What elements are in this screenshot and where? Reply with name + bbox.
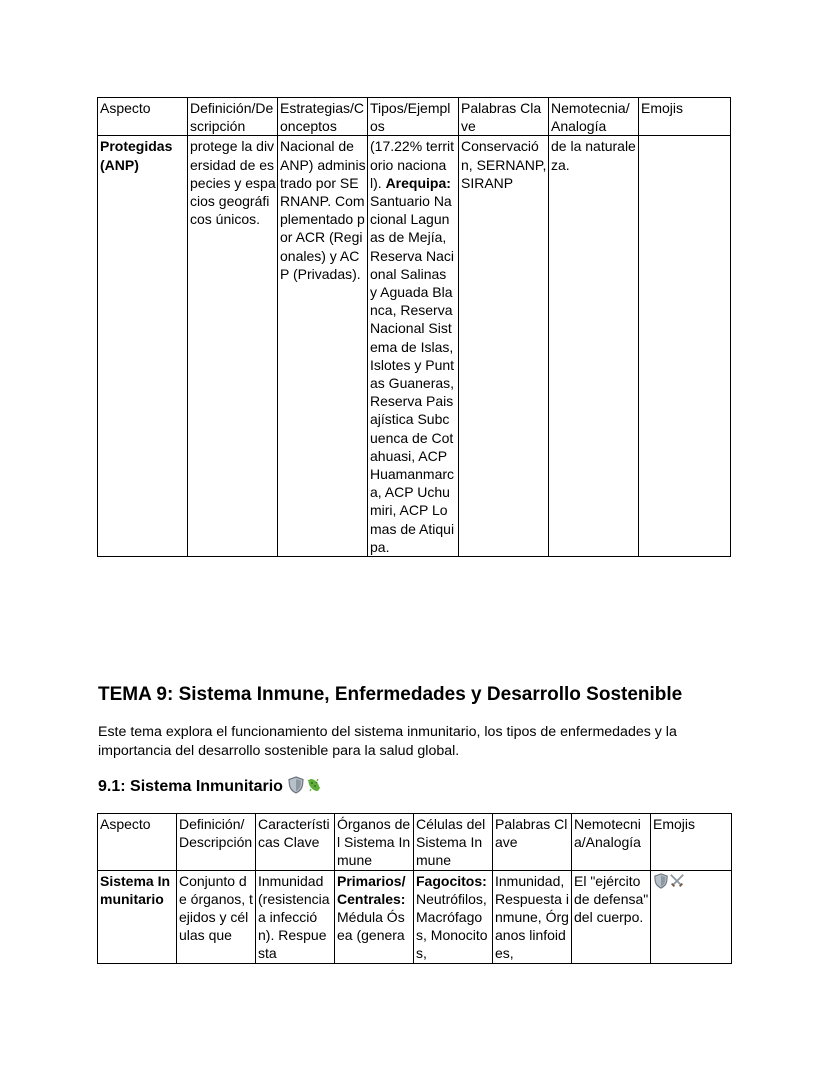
header-cell: Células del Sistema Inmune: [414, 814, 493, 871]
subsection-title-text: 9.1: Sistema Inmunitario: [98, 778, 283, 795]
aspecto-cell: Sistema Inmunitario: [98, 870, 177, 963]
header-cell: Aspecto: [98, 814, 177, 871]
estrategias-cell: Nacional de ANP) administrado por SERNANP. Complementado por ACR (Regionales) y ACP (Privadas).: [278, 136, 368, 557]
shield-icon: [287, 776, 305, 799]
celulas-rest: Neutrófilos, Macrófagos, Monocitos,: [416, 890, 488, 962]
immune-system-table: [97, 813, 732, 964]
organos-rest: Médula Ósea (genera: [337, 909, 405, 944]
section-intro: Este tema explora el funcionamiento del sistema inmunitario, los tipos de enfermedades y la importancia del desarrollo sostenible para la salud global.: [98, 724, 677, 759]
caracteristicas-cell: Inmunidad (resistencia a infección). Respuesta: [256, 870, 335, 963]
header-cell: Palabras Clave: [459, 98, 549, 136]
definicion-cell: Conjunto de órganos, tejidos y células que: [177, 870, 256, 963]
header-cell: Definición/ Descripción: [177, 814, 256, 871]
microbe-icon: [305, 776, 323, 799]
tipos-cell: [368, 136, 459, 557]
header-cell: Emojis: [651, 814, 732, 871]
header-cell: Palabras Clave: [493, 814, 572, 871]
emojis-cell: [651, 870, 732, 963]
table-row: [98, 136, 731, 557]
header-cell: Emojis: [639, 98, 731, 136]
header-cell: Definición/Descripción: [188, 98, 278, 136]
emojis-cell: [639, 136, 731, 557]
nemotecnia-cell: de la naturaleza.: [549, 136, 639, 557]
definicion-cell: protege la diversidad de especies y espacios geográficos únicos.: [188, 136, 278, 557]
tipos-rest: Santuario Nacional Lagunas de Mejía, Reserva Nacional Salinas y Aguada Blanca, Reserva Nacional Sistema de Islas, Islotes y Puntas Guaneras, Reserva Paisajística Subcuenca de Cotahuasi, ACP Huamanmarca, ACP Uchumiri, ACP Lomas de Atiquipa.: [370, 193, 455, 555]
tipos-bold: Arequipa:: [385, 174, 451, 191]
aspecto-cell: Protegidas (ANP): [98, 136, 188, 557]
subsection-title: [98, 776, 323, 799]
organos-cell: [335, 870, 414, 963]
nemotecnia-cell: El "ejército de defensa" del cuerpo.: [572, 870, 651, 963]
section-title: TEMA 9: Sistema Inmune, Enfermedades y Desarrollo Sostenible: [98, 684, 683, 705]
table-header-row: [98, 814, 732, 871]
celulas-cell: [414, 870, 493, 963]
tipos-intro: (17.22% territorio nacional).: [370, 138, 455, 191]
header-cell: Estrategias/Conceptos: [278, 98, 368, 136]
header-cell: Tipos/Ejemplos: [368, 98, 459, 136]
organos-bold: Primarios/ Centrales:: [337, 872, 406, 907]
palabras-cell: Inmunidad, Respuesta inmune, Órganos linfoides,: [493, 870, 572, 963]
celulas-bold: Fagocitos:: [416, 872, 487, 889]
table-row: [98, 870, 732, 963]
shield-icon: [653, 873, 669, 893]
header-cell: Nemotecnia/Analogía: [549, 98, 639, 136]
header-cell: Características Clave: [256, 814, 335, 871]
crossed-swords-icon: [669, 873, 685, 893]
palabras-cell: Conservación, SERNANP, SIRANP: [459, 136, 549, 557]
table-header-row: [98, 98, 731, 136]
header-cell: Órganos del Sistema Inmune: [335, 814, 414, 871]
anp-table: [97, 97, 731, 557]
header-cell: Aspecto: [98, 98, 188, 136]
header-cell: Nemotecnia/Analogía: [572, 814, 651, 871]
